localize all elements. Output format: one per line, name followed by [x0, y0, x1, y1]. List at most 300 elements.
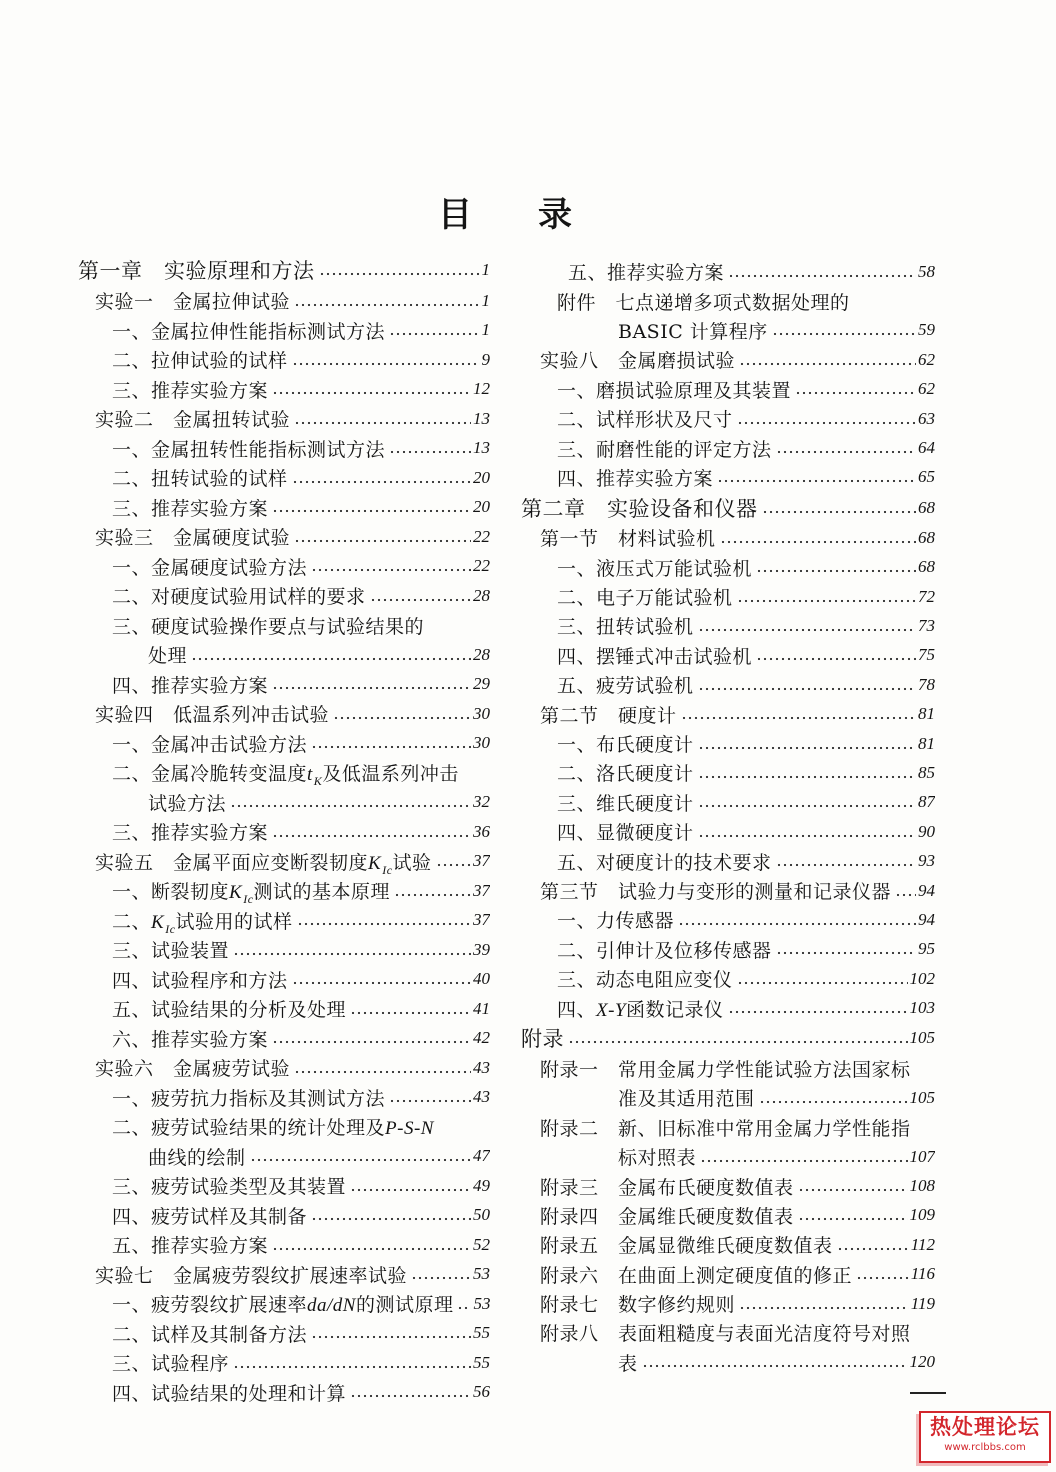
entry-title-text: 的测试原理	[355, 1294, 454, 1317]
subsection-entry	[78, 1171, 490, 1201]
page-number: 1	[481, 290, 490, 310]
entry-title: 三、耐磨性能的评定方法	[557, 438, 772, 461]
page-number: 12	[473, 379, 490, 399]
entry-title-text: 一、断裂韧度	[112, 881, 230, 904]
page-number: 37	[473, 910, 490, 930]
math-subscript: Ic	[382, 862, 393, 876]
entry-title: 四、摆锤式冲击试验机	[557, 645, 753, 668]
page-number: 68	[918, 557, 935, 577]
page-number: 40	[473, 969, 490, 989]
page-number: 42	[473, 1028, 490, 1048]
toc-left-column	[78, 254, 490, 1407]
chapter-entry	[78, 254, 490, 286]
entry-title: 附录三 金属布氏硬度数值表	[540, 1176, 794, 1199]
entry-title: 二、试样及其制备方法	[112, 1323, 308, 1346]
page-number: 107	[909, 1146, 935, 1166]
entry-title: 五、对硬度计的技术要求	[557, 851, 772, 874]
dot-leader	[311, 1217, 471, 1221]
watermark-name: 热处理论坛	[930, 1415, 1040, 1439]
dot-leader	[698, 687, 916, 691]
subsection-entry	[78, 1319, 490, 1349]
subsection-entry	[78, 1024, 490, 1054]
page-number: 78	[918, 674, 935, 694]
dot-leader	[230, 804, 471, 808]
page-number: 81	[918, 704, 935, 724]
dot-leader	[837, 1247, 909, 1251]
dot-leader	[233, 1365, 471, 1369]
entry-title: 表	[618, 1352, 638, 1375]
subsection-entry	[521, 993, 935, 1022]
entry-title: 实验一 金属拉伸试验	[95, 291, 291, 314]
dot-leader	[895, 893, 916, 897]
entry-title: 三、试验装置	[112, 940, 230, 963]
entry-title: 二、试样形状及尺寸	[557, 409, 733, 432]
entry-title: 附录二 新、旧标准中常用金属力学性能指	[540, 1117, 911, 1140]
entry-title-text: 测试的基本原理	[253, 881, 391, 904]
subsection-entry	[78, 1201, 490, 1231]
section-entry	[521, 1230, 935, 1259]
dot-leader	[394, 893, 471, 897]
subsection-entry	[521, 553, 935, 582]
dot-leader	[728, 274, 916, 278]
page-number: 90	[918, 821, 935, 841]
dot-leader	[776, 863, 916, 867]
entry-title: 五、推荐实验方案	[112, 1235, 269, 1258]
page-number: 56	[473, 1382, 490, 1402]
dot-leader	[457, 1306, 471, 1310]
page-number: 36	[473, 821, 490, 841]
page-number: 116	[910, 1264, 935, 1284]
page-number: 75	[918, 645, 935, 665]
subsection-entry	[521, 611, 935, 640]
page-number: 1	[481, 260, 490, 279]
dot-leader	[728, 1010, 908, 1014]
subsection-entry	[78, 1112, 490, 1142]
entry-title: 二、拉伸试验的试样	[112, 350, 288, 373]
math-symbol: K	[368, 852, 382, 874]
math-subscript: Ic	[243, 892, 254, 906]
section-entry	[78, 1260, 490, 1290]
entry-continuation	[78, 640, 490, 670]
page-number: 13	[473, 408, 490, 428]
dot-leader	[678, 922, 916, 926]
page-number: 72	[918, 586, 935, 606]
entry-title-text: 试验	[392, 851, 432, 874]
page-number: 52	[473, 1234, 490, 1254]
entry-title	[112, 1290, 453, 1317]
entry-title: 二、对硬度试验用试样的要求	[112, 586, 366, 609]
dot-leader	[292, 362, 480, 366]
subsection-entry	[78, 1378, 490, 1408]
entry-title: 四、试验结果的处理和计算	[112, 1382, 347, 1405]
subsection-entry	[78, 463, 490, 493]
entry-title: 二、洛氏硬度计	[557, 763, 694, 786]
entry-title-text: 二、金属冷脆转变温度	[112, 763, 308, 786]
entry-title: 三、试验程序	[112, 1353, 230, 1376]
math-subscript: Ic	[165, 921, 176, 935]
page-number: 58	[918, 261, 935, 281]
subsection-entry	[78, 316, 490, 346]
page-number: 87	[918, 792, 935, 812]
entry-title: BASIC 计算程序	[618, 320, 768, 343]
subsection-entry	[78, 493, 490, 523]
entry-title: 准及其适用范围	[618, 1088, 755, 1111]
entry-title: 三、推荐实验方案	[112, 379, 269, 402]
subsection-entry	[78, 434, 490, 464]
subsection-entry	[78, 611, 490, 641]
dot-leader	[389, 332, 479, 336]
page-number: 112	[910, 1234, 935, 1254]
page-number: 53	[473, 1264, 490, 1284]
subsection-entry	[521, 463, 935, 492]
entry-title-text: 一、疲劳裂纹扩展速率	[112, 1294, 308, 1317]
dot-leader	[272, 834, 471, 838]
entry-title: 四、疲劳试样及其制备	[112, 1205, 308, 1228]
entry-title-text: 二、疲劳试验结果的统计处理及	[112, 1117, 386, 1140]
entry-title: 第二章 实验设备和仪器	[521, 496, 758, 521]
page-number: 62	[918, 379, 935, 399]
dot-leader	[756, 657, 916, 661]
page-number: 94	[918, 880, 935, 900]
entry-title	[95, 848, 432, 875]
entry-title: 三、维氏硬度计	[557, 792, 694, 815]
entry-continuation	[78, 1142, 490, 1172]
subsection-entry	[521, 582, 935, 611]
entry-title: 一、力传感器	[557, 910, 675, 933]
page-number: 95	[918, 939, 935, 959]
page-number: 65	[918, 467, 935, 487]
entry-title: 曲线的绘制	[148, 1146, 246, 1169]
entry-title: 四、推荐实验方案	[112, 674, 269, 697]
entry-title: 一、磨损试验原理及其装置	[557, 379, 792, 402]
subsection-entry	[78, 375, 490, 405]
page-number: 49	[473, 1175, 490, 1195]
subsection-entry	[78, 935, 490, 965]
entry-continuation	[521, 1142, 935, 1171]
entry-title: 第一节 材料试验机	[540, 528, 716, 551]
dot-leader	[411, 1276, 471, 1280]
page-number: 13	[473, 438, 490, 458]
entry-title: 三、推荐实验方案	[112, 497, 269, 520]
entry-title: 第一章 实验原理和方法	[78, 259, 315, 283]
dot-leader	[311, 568, 471, 572]
dot-leader	[798, 1217, 908, 1221]
toc-right-column	[521, 257, 935, 1377]
subsection-entry	[78, 1348, 490, 1378]
page-number: 37	[473, 880, 490, 900]
page-number: 93	[918, 851, 935, 871]
entry-title: 附件 七点递增多项式数据处理的	[557, 291, 850, 314]
dot-leader	[756, 569, 916, 573]
entry-title-text: 及低温系列冲击	[322, 763, 459, 786]
dot-leader	[294, 539, 471, 543]
entry-title: 标对照表	[618, 1147, 697, 1170]
page-number: 63	[918, 408, 935, 428]
entry-title: 第二节 硬度计	[540, 704, 677, 727]
entry-title: 三、扭转试验机	[557, 616, 694, 639]
math-symbol: P-S-N	[385, 1118, 434, 1140]
entry-title: 实验七 金属疲劳裂纹扩展速率试验	[95, 1264, 408, 1287]
page-number: 103	[909, 998, 935, 1018]
page-number: 22	[473, 526, 490, 546]
page-number: 108	[909, 1176, 935, 1196]
entry-title	[112, 907, 293, 934]
page-number: 28	[473, 644, 490, 664]
entry-title-text: 实验五 金属平面应变断裂韧度	[95, 851, 369, 874]
subsection-entry	[78, 965, 490, 995]
entry-title-text: 试验用的试样	[175, 910, 293, 933]
entry-title: 附录五 金属显微维氏硬度数值表	[540, 1235, 833, 1258]
dot-leader	[698, 775, 916, 779]
math-symbol: da/dN	[307, 1295, 356, 1317]
entry-title: 实验六 金属疲劳试验	[95, 1058, 291, 1081]
dot-leader	[370, 598, 471, 602]
entry-title: 附录四 金属维氏硬度数值表	[540, 1205, 794, 1228]
entry-title: 五、疲劳试验机	[557, 675, 694, 698]
dot-leader	[294, 1070, 471, 1074]
entry-title: 二、扭转试验的试样	[112, 468, 288, 491]
entry-title: 处理	[148, 645, 188, 668]
dot-leader	[272, 1247, 471, 1251]
section-entry	[521, 876, 935, 905]
subsection-entry	[521, 375, 935, 404]
entry-title: 三、硬度试验操作要点与试验结果的	[112, 615, 425, 638]
math-symbol: K	[151, 911, 165, 933]
dot-leader	[737, 599, 916, 603]
entry-continuation	[521, 1083, 935, 1112]
page-number: 102	[909, 968, 935, 988]
entry-title: 实验三 金属硬度试验	[95, 527, 291, 550]
page-number: 55	[473, 1323, 490, 1343]
subsection-entry	[521, 846, 935, 875]
entry-title: 一、金属硬度试验方法	[112, 556, 308, 579]
page-number: 37	[473, 851, 490, 871]
entry-title: 一、布氏硬度计	[557, 734, 694, 757]
entry-title: 附录六 在曲面上测定硬度值的修正	[540, 1264, 853, 1287]
dot-leader	[739, 1306, 909, 1310]
dot-leader	[297, 922, 471, 926]
page-number: 59	[918, 320, 935, 340]
dot-leader	[294, 421, 471, 425]
subsection-entry	[78, 906, 490, 936]
section-entry	[521, 699, 935, 728]
entry-continuation	[78, 788, 490, 818]
dot-leader	[272, 391, 471, 395]
subsection-entry	[521, 404, 935, 433]
entry-title: 三、推荐实验方案	[112, 822, 269, 845]
subsection-entry	[78, 345, 490, 375]
entry-title	[112, 1113, 434, 1140]
subsection-entry	[521, 433, 935, 462]
dot-leader	[250, 1158, 471, 1162]
subsection-entry	[78, 670, 490, 700]
dot-leader	[798, 1188, 908, 1192]
entry-title: 第三节 试验力与变形的测量和记录仪器	[540, 881, 892, 903]
dot-leader	[350, 1011, 471, 1015]
dot-leader	[700, 1159, 907, 1163]
entry-title	[557, 995, 724, 1022]
dot-leader	[698, 746, 916, 750]
section-entry	[521, 523, 935, 552]
watermark-logo	[919, 1411, 1051, 1463]
page-number: 30	[473, 703, 490, 723]
dot-leader	[720, 540, 916, 544]
page-number: 68	[918, 527, 935, 547]
entry-title-text: 四、	[557, 998, 597, 1021]
subsection-entry	[521, 257, 935, 286]
entry-title: 一、金属扭转性能指标测试方法	[112, 438, 386, 461]
scan-mark	[910, 1392, 946, 1394]
subsection-entry	[521, 817, 935, 846]
subsection-entry	[78, 1083, 490, 1113]
subsection-entry	[78, 758, 490, 788]
page-number: 109	[909, 1205, 935, 1225]
page-number: 119	[910, 1293, 935, 1313]
watermark-url: www.rclbbs.com	[944, 1442, 1026, 1453]
subsection-entry	[78, 876, 490, 906]
entry-title: 五、试验结果的分析及处理	[112, 999, 347, 1022]
dot-leader	[272, 686, 471, 690]
entry-title: 三、疲劳试验类型及其装置	[112, 1176, 347, 1199]
dot-leader	[698, 834, 916, 838]
dot-leader	[856, 1276, 909, 1280]
page-number: 50	[473, 1205, 490, 1225]
chapter-entry	[521, 1023, 935, 1054]
section-entry	[521, 1054, 935, 1083]
entry-title: 二、引伸计及位移传感器	[557, 939, 772, 962]
subsection-entry	[78, 1289, 490, 1319]
page-number: 20	[473, 497, 490, 517]
dot-leader	[737, 421, 916, 425]
entry-title: 二、电子万能试验机	[557, 587, 733, 610]
section-entry	[521, 1289, 935, 1318]
entry-title: 四、推荐实验方案	[557, 467, 714, 490]
dot-leader	[233, 952, 471, 956]
section-entry	[78, 847, 490, 877]
subsection-entry	[521, 670, 935, 699]
dot-leader	[333, 716, 471, 720]
page-number: 47	[473, 1146, 490, 1166]
dot-leader	[436, 863, 471, 867]
page-number: 43	[473, 1057, 490, 1077]
subsection-entry	[521, 905, 935, 934]
entry-continuation	[521, 1348, 935, 1377]
entry-title	[112, 759, 459, 786]
page-number: 28	[473, 585, 490, 605]
dot-leader	[389, 450, 471, 454]
page-number: 29	[473, 674, 490, 694]
dot-leader	[350, 1394, 471, 1398]
subsection-entry	[78, 581, 490, 611]
entry-title: 试验方法	[148, 792, 227, 815]
page-number: 105	[909, 1087, 935, 1107]
page-number: 20	[473, 467, 490, 487]
subsection-entry	[521, 788, 935, 817]
math-symbol: t	[307, 764, 313, 786]
page-title: 目录	[438, 195, 638, 235]
entry-title: 附录一 常用金属力学性能试验方法国家标	[540, 1058, 911, 1081]
entry-title-text: 二、	[112, 910, 152, 933]
entry-title: 一、液压式万能试验机	[557, 557, 753, 580]
page-number: 53	[473, 1293, 490, 1313]
page-number: 120	[909, 1352, 935, 1372]
entry-title: 一、疲劳抗力指标及其测试方法	[112, 1087, 386, 1110]
dot-leader	[762, 510, 917, 514]
dot-leader	[717, 479, 916, 483]
dot-leader	[191, 657, 471, 661]
dot-leader	[272, 509, 471, 513]
entry-title: 实验八 金属磨损试验	[540, 350, 736, 373]
page-number: 32	[473, 792, 490, 812]
subsection-entry	[521, 758, 935, 787]
page-number: 22	[473, 556, 490, 576]
dot-leader	[292, 981, 471, 985]
entry-title-text: 函数记录仪	[626, 998, 724, 1021]
entry-title: 附录七 数字修约规则	[540, 1294, 736, 1317]
section-entry	[78, 1053, 490, 1083]
page-number: 30	[473, 733, 490, 753]
dot-leader	[739, 362, 916, 366]
section-entry	[78, 404, 490, 434]
page-number: 43	[473, 1087, 490, 1107]
entry-title: 六、推荐实验方案	[112, 1028, 269, 1051]
dot-leader	[759, 1100, 908, 1104]
dot-leader	[795, 391, 916, 395]
math-symbol: X-Y	[596, 999, 627, 1021]
entry-title: 附录八 表面粗糙度与表面光洁度符号对照	[540, 1323, 911, 1346]
dot-leader	[737, 981, 908, 985]
dot-leader	[272, 1040, 471, 1044]
page-number: 64	[918, 438, 935, 458]
page-number: 55	[473, 1352, 490, 1372]
section-entry	[78, 522, 490, 552]
dot-leader	[681, 716, 916, 720]
page-number: 1	[481, 320, 490, 340]
subsection-entry	[78, 1230, 490, 1260]
page-number: 94	[918, 909, 935, 929]
dot-leader	[292, 480, 471, 484]
page-number: 41	[473, 998, 490, 1018]
math-symbol: K	[229, 882, 243, 904]
section-entry	[78, 699, 490, 729]
entry-title: 一、金属拉伸性能指标测试方法	[112, 320, 386, 343]
subsection-entry	[521, 935, 935, 964]
page-number: 105	[909, 1028, 935, 1048]
dot-leader	[698, 628, 916, 632]
page-number: 81	[918, 733, 935, 753]
subsection-entry	[521, 729, 935, 758]
dot-leader	[642, 1364, 908, 1368]
dot-leader	[389, 1099, 471, 1103]
section-entry	[78, 286, 490, 316]
section-entry	[521, 1260, 935, 1289]
subsection-entry	[78, 729, 490, 759]
subsection-entry	[78, 994, 490, 1024]
entry-title: 四、试验程序和方法	[112, 969, 288, 992]
section-entry	[521, 1201, 935, 1230]
chapter-entry	[521, 492, 935, 523]
dot-leader	[350, 1188, 471, 1192]
entry-title: 四、显微硬度计	[557, 822, 694, 845]
entry-title: 三、动态电阻应变仪	[557, 969, 733, 992]
dot-leader	[311, 745, 471, 749]
subsection-entry	[78, 552, 490, 582]
page-number: 9	[481, 349, 490, 369]
math-subscript: K	[313, 774, 323, 788]
dot-leader	[776, 951, 916, 955]
page-number: 73	[918, 615, 935, 635]
section-entry	[521, 1171, 935, 1200]
